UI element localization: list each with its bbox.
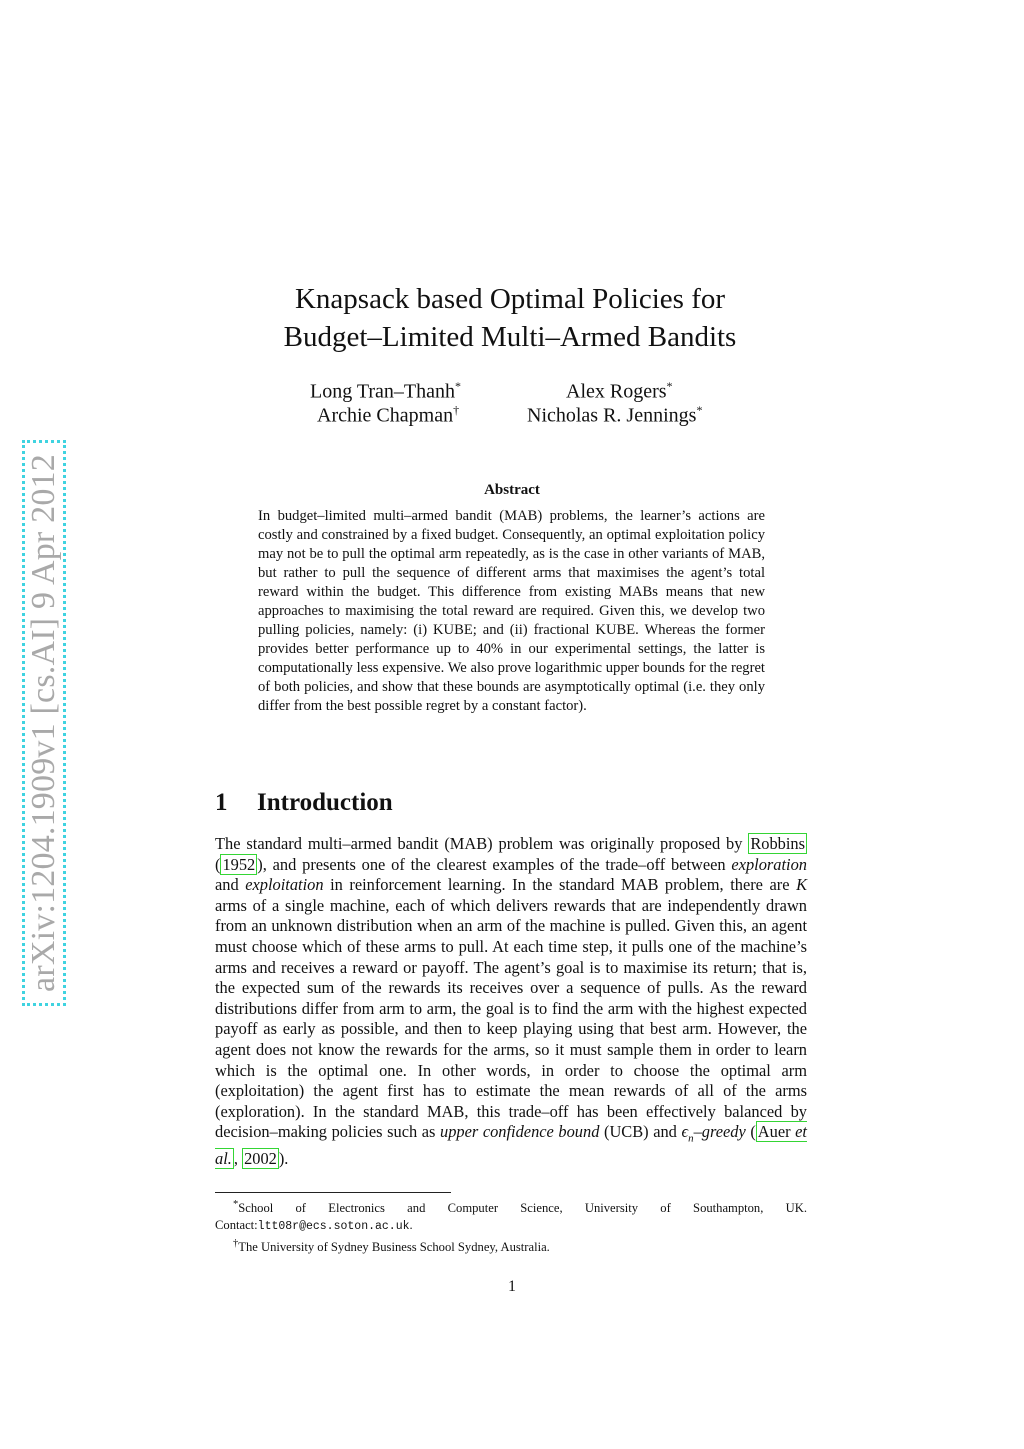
introduction-paragraph	[215, 834, 807, 1170]
citation-author: Auer	[757, 1122, 796, 1142]
intro-text: (	[215, 854, 221, 874]
section-title: Introduction	[257, 789, 393, 816]
footnote-text: The University of Sydney Business School Sydney, Australia.	[238, 1240, 550, 1255]
arxiv-stamp	[22, 440, 66, 1006]
author-affiliation-mark: †	[453, 403, 460, 417]
citation-et-al: et al.	[215, 1122, 807, 1169]
footnote-divider	[215, 1192, 451, 1193]
math-subscript-n: n	[688, 1132, 694, 1145]
title-line-1: Knapsack based Optimal Policies for	[294, 283, 726, 315]
author-affiliation-mark: *	[666, 379, 673, 393]
footnote-2	[215, 1235, 807, 1256]
intro-text: ).	[278, 1149, 289, 1169]
intro-text: (UCB) and	[599, 1122, 682, 1142]
page-number: 1	[508, 1278, 516, 1295]
emphasis-ucb: upper confidence bound	[440, 1122, 600, 1142]
footnote-mark: *	[233, 1199, 239, 1210]
paper-title	[230, 280, 790, 356]
arxiv-identifier: arXiv:1204.1909v1 [cs.AI] 9 Apr 2012	[25, 454, 62, 992]
math-epsilon: ϵ	[681, 1122, 689, 1142]
footnote-1	[215, 1196, 807, 1235]
citation-link-1952[interactable]: 1952	[222, 854, 256, 874]
author-name: Alex Rogers	[566, 380, 667, 403]
section-heading	[215, 789, 393, 817]
intro-text: arms of a single machine, each of which delivers rewards that are independently drawn from an unknown distribution when an arm of the machine is pulled. Given this, an agent must choose which of these arms to pull. At each time step, it pulls one of the machine’s arms and receives a reward or payoff. The agent’s goal is to maximise its return; that is, the expected sum of the rewards its receives over a sequence of pulls. As the reward distributions differ from arm to arm, the goal is to find the arm with the highest expected payoff as early as possible, and then to keep playing using that best arm. However, the agent does not know the rewards for the arms, so it must sample them in order to learn which is the optimal one. In other words, in order to choose the optimal arm (exploitation) the agent first has to estimate the mean rewards of all of the arms (exploration). In the standard MAB, this trade–off has been effectively balanced by decision–making policies such as	[215, 895, 807, 1142]
author-affiliation-mark: *	[455, 379, 461, 393]
citation-link-robbins[interactable]: Robbins	[750, 834, 805, 853]
math-variable-k: K	[796, 875, 807, 895]
intro-text: (	[745, 1122, 756, 1142]
abstract-text: In budget–limited multi–armed bandit (MAB) problems, the learner’s actions are costly and constrained by a fixed budget. Consequently, an optimal exploitation policy may not be to pull the optimal arm repeatedly, as is the case in other variants of MAB, but rather to pull the sequence of different arms that maximises the agent’s total reward within the budget. This difference from existing MABs means that new approaches to maximising the total reward are required. Given this, we develop two pulling policies, namely: (i) KUBE; and (ii) fractional KUBE. Whereas the former provides better performance up to 40% in our experimental settings, the latter is computationally less expensive. We also prove logarithmic upper bounds for the regret of both policies, and show that these bounds are asymptotically optimal (i.e. they only differ from the best possible regret by a constant factor).	[258, 508, 765, 714]
author-name: Nicholas R. Jennings	[527, 404, 697, 427]
author-affiliation-mark: *	[696, 403, 703, 417]
emphasis-exploration: exploration	[731, 854, 807, 874]
contact-email: ltt08r@ecs.soton.ac.uk	[257, 1220, 410, 1234]
intro-text: and	[215, 875, 246, 895]
emphasis-exploitation: exploitation	[245, 875, 324, 895]
citation-link-2002[interactable]: 2002	[244, 1149, 277, 1169]
section-number: 1	[215, 789, 228, 816]
intro-text: ), and presents one of the clearest examples of the trade–off between	[257, 854, 732, 874]
abstract-heading: Abstract	[484, 482, 540, 498]
intro-text: ,	[233, 1149, 243, 1169]
footnote-text: School of Electronics and Computer Science, University of Southampton, UK. Contact:	[215, 1201, 807, 1233]
footnote-text: .	[409, 1218, 413, 1233]
title-block	[230, 280, 790, 356]
emphasis-greedy: –greedy	[693, 1122, 746, 1142]
title-line-2: Budget–Limited Multi–Armed Bandits	[283, 321, 737, 353]
author-name: Long Tran–Thanh	[310, 380, 455, 403]
intro-text: The standard multi–armed bandit (MAB) problem was originally proposed by	[215, 834, 749, 853]
author-nicholas-jennings	[527, 398, 702, 428]
intro-text: in reinforcement learning. In the standard MAB problem, there are	[323, 875, 797, 895]
author-archie-chapman	[317, 398, 459, 428]
footnotes	[215, 1196, 807, 1256]
footnote-mark: †	[233, 1238, 239, 1250]
author-name: Archie Chapman	[317, 404, 454, 427]
